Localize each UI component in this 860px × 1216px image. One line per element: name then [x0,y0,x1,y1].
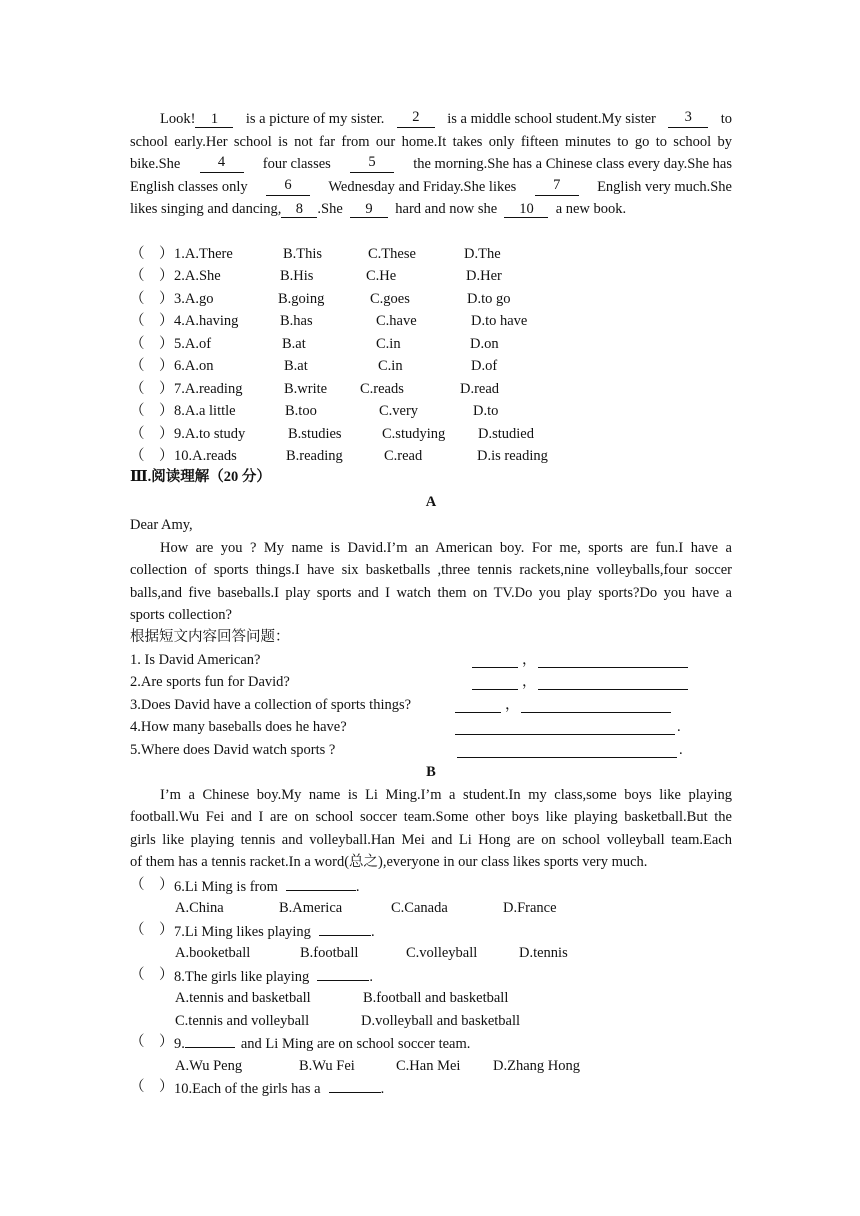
answer-bracket: （ ） [130,877,174,893]
cloze-line-3 [130,155,732,173]
answer-bracket: （ ） [130,1034,174,1050]
answer-row [130,696,732,714]
option-d: D.is reading [477,448,548,464]
option-d: D.to [473,403,499,419]
letter-greeting: Dear Amy, [130,517,193,533]
answer-blank[interactable] [455,720,675,735]
option-c: C.very [379,403,419,419]
cloze-text: to [720,111,732,127]
question-option-a: 9.A.to study [174,426,246,442]
cloze-question-row [130,245,732,263]
answer-option[interactable]: A.booketball [175,945,251,961]
blank-6: 6 [266,178,310,196]
passage-a-label: A [425,494,437,510]
cloze-text: likes singing and dancing, [130,201,282,217]
option-c: C.have [376,313,417,329]
question-option-a: 5.A.of [174,336,212,352]
blank-2: 2 [397,110,435,128]
passage-line: girls like playing tennis and volleyball.Han Mei and Li Hong are on school volleyball team.Each [130,832,732,848]
answer-blank[interactable] [185,1033,235,1048]
answer-option[interactable]: C.Han Mei [396,1058,461,1074]
answer-row [130,651,732,669]
multiple-choice-question [130,921,732,939]
answer-bracket: （ ） [130,291,174,307]
answer-blank[interactable] [472,675,518,690]
answer-row [130,741,732,759]
option-c: C.studying [382,426,446,442]
cloze-question-row [130,290,732,308]
answer-option[interactable]: D.volleyball and basketball [361,1013,521,1029]
answer-option[interactable]: B.football and basketball [363,990,509,1006]
question-stem: 7.Li Ming likes playing [174,924,311,940]
question-text [174,1033,470,1053]
option-d: D.to have [471,313,528,329]
blank-3: 3 [668,110,708,128]
period: . [679,742,683,758]
instruction: 根据短文内容回答问题： [130,629,290,645]
multiple-choice-question [130,876,732,894]
question-text [174,921,375,941]
question-stem: 6.Li Ming is from [174,879,278,895]
answer-option[interactable]: B.Wu Fei [299,1058,355,1074]
blank-10: 10 [504,202,548,218]
answer-option[interactable]: C.tennis and volleyball [175,1013,310,1029]
passage-line: How are you ? My name is David.I’m an American boy. For me, sports are fun.I have a [160,540,732,556]
option-d: D.to go [467,291,511,307]
answer-bracket: （ ） [130,967,174,983]
cloze-question-row [130,357,732,375]
answer-option[interactable]: D.France [503,900,557,916]
blank-4: 4 [200,155,244,173]
answer-option[interactable]: C.Canada [391,900,448,916]
option-d: D.The [464,246,501,262]
question-text [174,1078,384,1098]
answer-bracket: （ ） [130,922,174,938]
option-b: B.has [280,313,313,329]
option-b: B.write [284,381,328,397]
answer-blank[interactable] [457,743,677,758]
question-text: 3.Does David have a collection of sports things? [130,697,412,713]
answer-row [130,718,732,736]
option-d: D.of [471,358,498,374]
question-option-a: 3.A.go [174,291,214,307]
answer-blank[interactable] [317,966,369,981]
answer-bracket: （ ） [130,358,174,374]
cloze-text: is a picture of my sister. [245,111,385,127]
answer-blank[interactable] [538,675,688,690]
option-c: C.read [384,448,423,464]
question-option-a: 10.A.reads [174,448,237,464]
answer-bracket: （ ） [130,246,174,262]
cloze-text: .She [317,201,343,217]
cloze-text: a new book. [555,201,627,217]
passage-line: sports collection? [130,607,232,623]
answer-bracket: （ ） [130,381,174,397]
period: . [677,719,681,735]
multiple-choice-question [130,1033,732,1051]
question-stem: 8.The girls like playing [174,969,310,985]
question-option-a: 7.A.reading [174,381,243,397]
answer-option[interactable]: A.tennis and basketball [175,990,311,1006]
answer-bracket: （ ） [130,403,174,419]
option-b: B.at [282,336,306,352]
period: . [355,879,360,895]
cloze-question-row [130,447,732,465]
question-option-a: 6.A.on [174,358,214,374]
passage-line: football.Wu Fei and I are on school soccer team.Some other boys like playing basketball.But the [130,809,732,825]
option-b: B.reading [286,448,343,464]
option-b: B.at [284,358,308,374]
question-option-a: 2.A.She [174,268,221,284]
section-heading: Ⅲ.阅读理解（20 分） [130,469,271,485]
option-c: C.goes [370,291,410,307]
answer-option[interactable]: A.China [175,900,224,916]
option-d: D.read [460,381,500,397]
answer-row [130,673,732,691]
blank-8: 8 [281,202,317,218]
cloze-text: English classes only [130,179,248,195]
answer-option[interactable]: C.volleyball [406,945,478,961]
option-c: C.These [368,246,416,262]
question-option-a: 4.A.having [174,313,239,329]
cloze-question-row [130,402,732,420]
answer-option[interactable]: A.Wu Peng [175,1058,243,1074]
answer-blank[interactable] [455,698,501,713]
answer-blank[interactable] [329,1078,381,1093]
cloze-text: four classes [262,156,331,172]
option-c: C.in [376,336,401,352]
question-text [174,966,373,986]
blank-5: 5 [350,155,394,173]
answer-blank[interactable] [472,653,518,668]
answer-bracket: （ ） [130,313,174,329]
answer-blank[interactable] [286,876,356,891]
cloze-question-row [130,312,732,330]
question-option-a: 8.A.a little [174,403,236,419]
question-text [174,876,360,896]
comma: ， [522,674,537,690]
answer-bracket: （ ） [130,448,174,464]
blank-1: 1 [195,112,233,128]
comma: ， [505,697,520,713]
question-text: 4.How many baseballs does he have? [130,719,347,735]
passage-line: balls,and five baseballs.I play sports and I watch them on TV.Do you play sports?Do you have a [130,585,732,601]
answer-option[interactable]: B.America [279,900,343,916]
answer-option[interactable]: B.football [300,945,359,961]
passage-line: I’m a Chinese boy.My name is Li Ming.I’m a student.In my class,some boys like playing [160,787,732,803]
comma: ， [522,652,537,668]
answer-option[interactable]: D.tennis [519,945,568,961]
question-option-a: 1.A.There [174,246,233,262]
option-c: C.He [366,268,397,284]
cloze-line-4 [130,178,732,196]
cloze-text: is a middle school student.My sister [447,111,656,127]
period: . [369,969,373,985]
question-stem: 9. [174,1036,185,1052]
answer-bracket: （ ） [130,268,174,284]
question-text: 1. Is David American? [130,652,261,668]
blank-9: 9 [350,202,388,218]
answer-option[interactable]: D.Zhang Hong [493,1058,580,1074]
cloze-text: Wednesday and Friday.She likes [328,179,517,195]
option-c: C.in [378,358,403,374]
question-stem: 10.Each of the girls has a [174,1081,321,1097]
option-b: B.studies [288,426,342,442]
multiple-choice-question [130,966,732,984]
answer-bracket: （ ） [130,1079,174,1095]
option-b: B.His [280,268,314,284]
cloze-text: English very much.She [597,179,732,195]
option-d: D.studied [478,426,534,442]
period: . [380,1081,385,1097]
option-b: B.going [278,291,325,307]
question-text: 2.Are sports fun for David? [130,674,290,690]
answer-blank[interactable] [538,653,688,668]
cloze-text: bike.She [130,156,181,172]
question-text: 5.Where does David watch sports ? [130,742,336,758]
option-b: B.too [285,403,317,419]
passage-line: of them has a tennis racket.In a word(总之),everyone in our class likes sports very much. [130,854,648,870]
cloze-question-row [130,267,732,285]
cloze-question-row [130,335,732,353]
cloze-text: hard and now she [395,201,498,217]
option-c: C.reads [360,381,404,397]
cloze-text: the morning.She has a Chinese class every day.She has [413,156,732,172]
cloze-line-1 [160,110,732,128]
blank-7: 7 [535,178,579,196]
cloze-question-row [130,425,732,443]
multiple-choice-question [130,1078,732,1096]
answer-blank[interactable] [521,698,671,713]
option-b: B.This [283,246,323,262]
passage-line: collection of sports things.I have six basketballs ,three tennis rackets,nine volleyballs,four soccer [130,562,732,578]
option-d: D.on [470,336,499,352]
question-stem-end: and Li Ming are on school soccer team. [240,1036,471,1052]
cloze-question-row [130,380,732,398]
answer-bracket: （ ） [130,426,174,442]
passage-b-label: B [426,764,436,780]
cloze-line-2: school early.Her school is not far from our home.It takes only fifteen minutes to go to school by [130,134,732,150]
period: . [370,924,375,940]
option-d: D.Her [466,268,502,284]
answer-bracket: （ ） [130,336,174,352]
cloze-line-5 [130,200,626,218]
answer-blank[interactable] [319,921,371,936]
cloze-text: Look! [160,111,196,127]
